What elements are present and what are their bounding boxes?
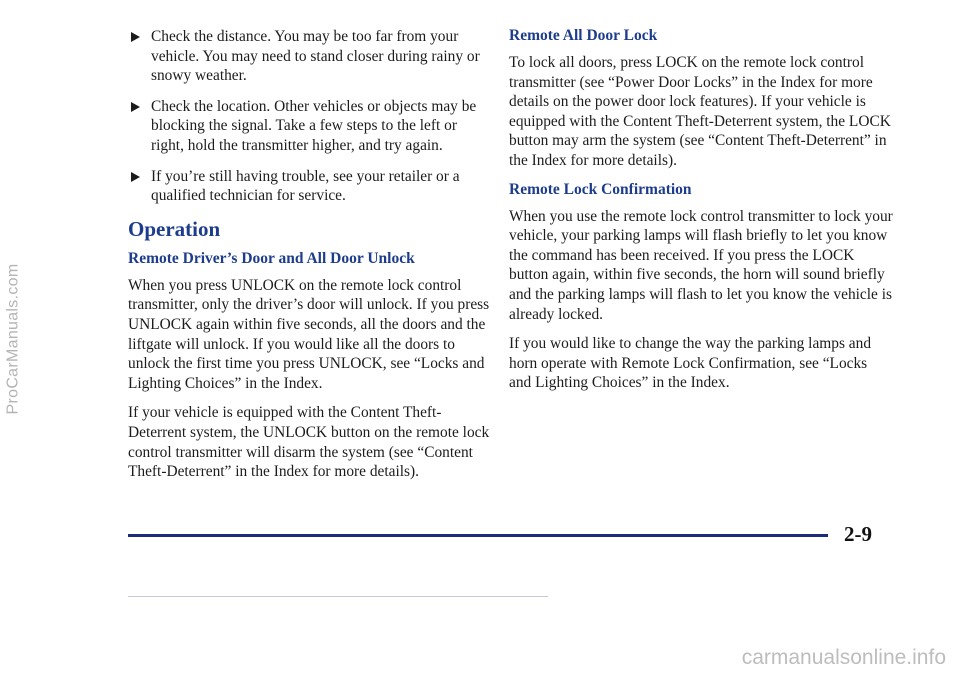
- bullet-text: Check the distance. You may be too far from your vehicle. You may need to stand closer during rainy or snowy weather.: [151, 28, 480, 85]
- bullet-icon: [129, 171, 141, 183]
- subheading-remote-all-door-lock: Remote All Door Lock: [509, 27, 658, 44]
- bullet-item: [128, 27, 490, 86]
- bullet-item: [128, 167, 490, 206]
- section-heading-operation: Operation: [128, 216, 221, 241]
- page-number: 2-9: [844, 522, 872, 546]
- faint-rule: [128, 596, 548, 597]
- side-watermark: [2, 0, 24, 678]
- subheading-unlock: Remote Driver’s Door and All Door Unlock: [128, 249, 415, 267]
- paragraph: If your vehicle is equipped with the Content Theft-Deterrent system, the UNLOCK button on the remote lock control transmitter will disarm the system (see “Content Theft-Deterrent” in the Index for more details).: [128, 404, 490, 481]
- paragraph: When you use the remote lock control transmitter to lock your vehicle, your parking lamps will flash briefly to let you know the command has been received. If you press the LOCK button again, within five seconds, the horn will sound briefly and the parking lamps will flash to let you know the vehicle is already locked.: [509, 207, 893, 323]
- bullet-icon: [129, 31, 141, 43]
- paragraph: If you would like to change the way the parking lamps and horn operate with Remote Lock Confirmation, see “Locks and Lighting Choices” in the Index.: [509, 335, 872, 392]
- bullet-item: [128, 97, 490, 156]
- side-watermark-text: ProCarManuals.com: [4, 263, 21, 415]
- paragraph: To lock all doors, press LOCK on the remote lock control transmitter (see “Power Door Locks” in the Index for more details on the power door lock features). If your vehicle is equipped with the Content Theft-Deterrent system, the LOCK button may arm the system (see “Content Theft-Deterrent” in the Index for more details).: [509, 54, 891, 169]
- bullet-icon: [129, 101, 141, 113]
- right-column: [509, 27, 893, 403]
- footer-watermark: carmanualsonline.info: [741, 646, 946, 669]
- bullet-text: Check the location. Other vehicles or objects may be blocking the signal. Take a few steps to the left or right, hold the transmitter higher, and try again.: [151, 97, 477, 154]
- subheading-remote-lock-confirmation: Remote Lock Confirmation: [509, 180, 692, 198]
- bullet-text: If you’re still having trouble, see your retailer or a qualified technician for service.: [151, 167, 460, 205]
- footer-rule: [128, 534, 828, 537]
- left-column: [128, 27, 490, 492]
- paragraph: When you press UNLOCK on the remote lock control transmitter, only the driver’s door will unlock. If you press UNLOCK again within five seconds, all the doors and the liftgate will unlock. If you would like all the doors to unlock the first time you press UNLOCK, see “Locks and Lighting Choices” in the Index.: [128, 276, 490, 392]
